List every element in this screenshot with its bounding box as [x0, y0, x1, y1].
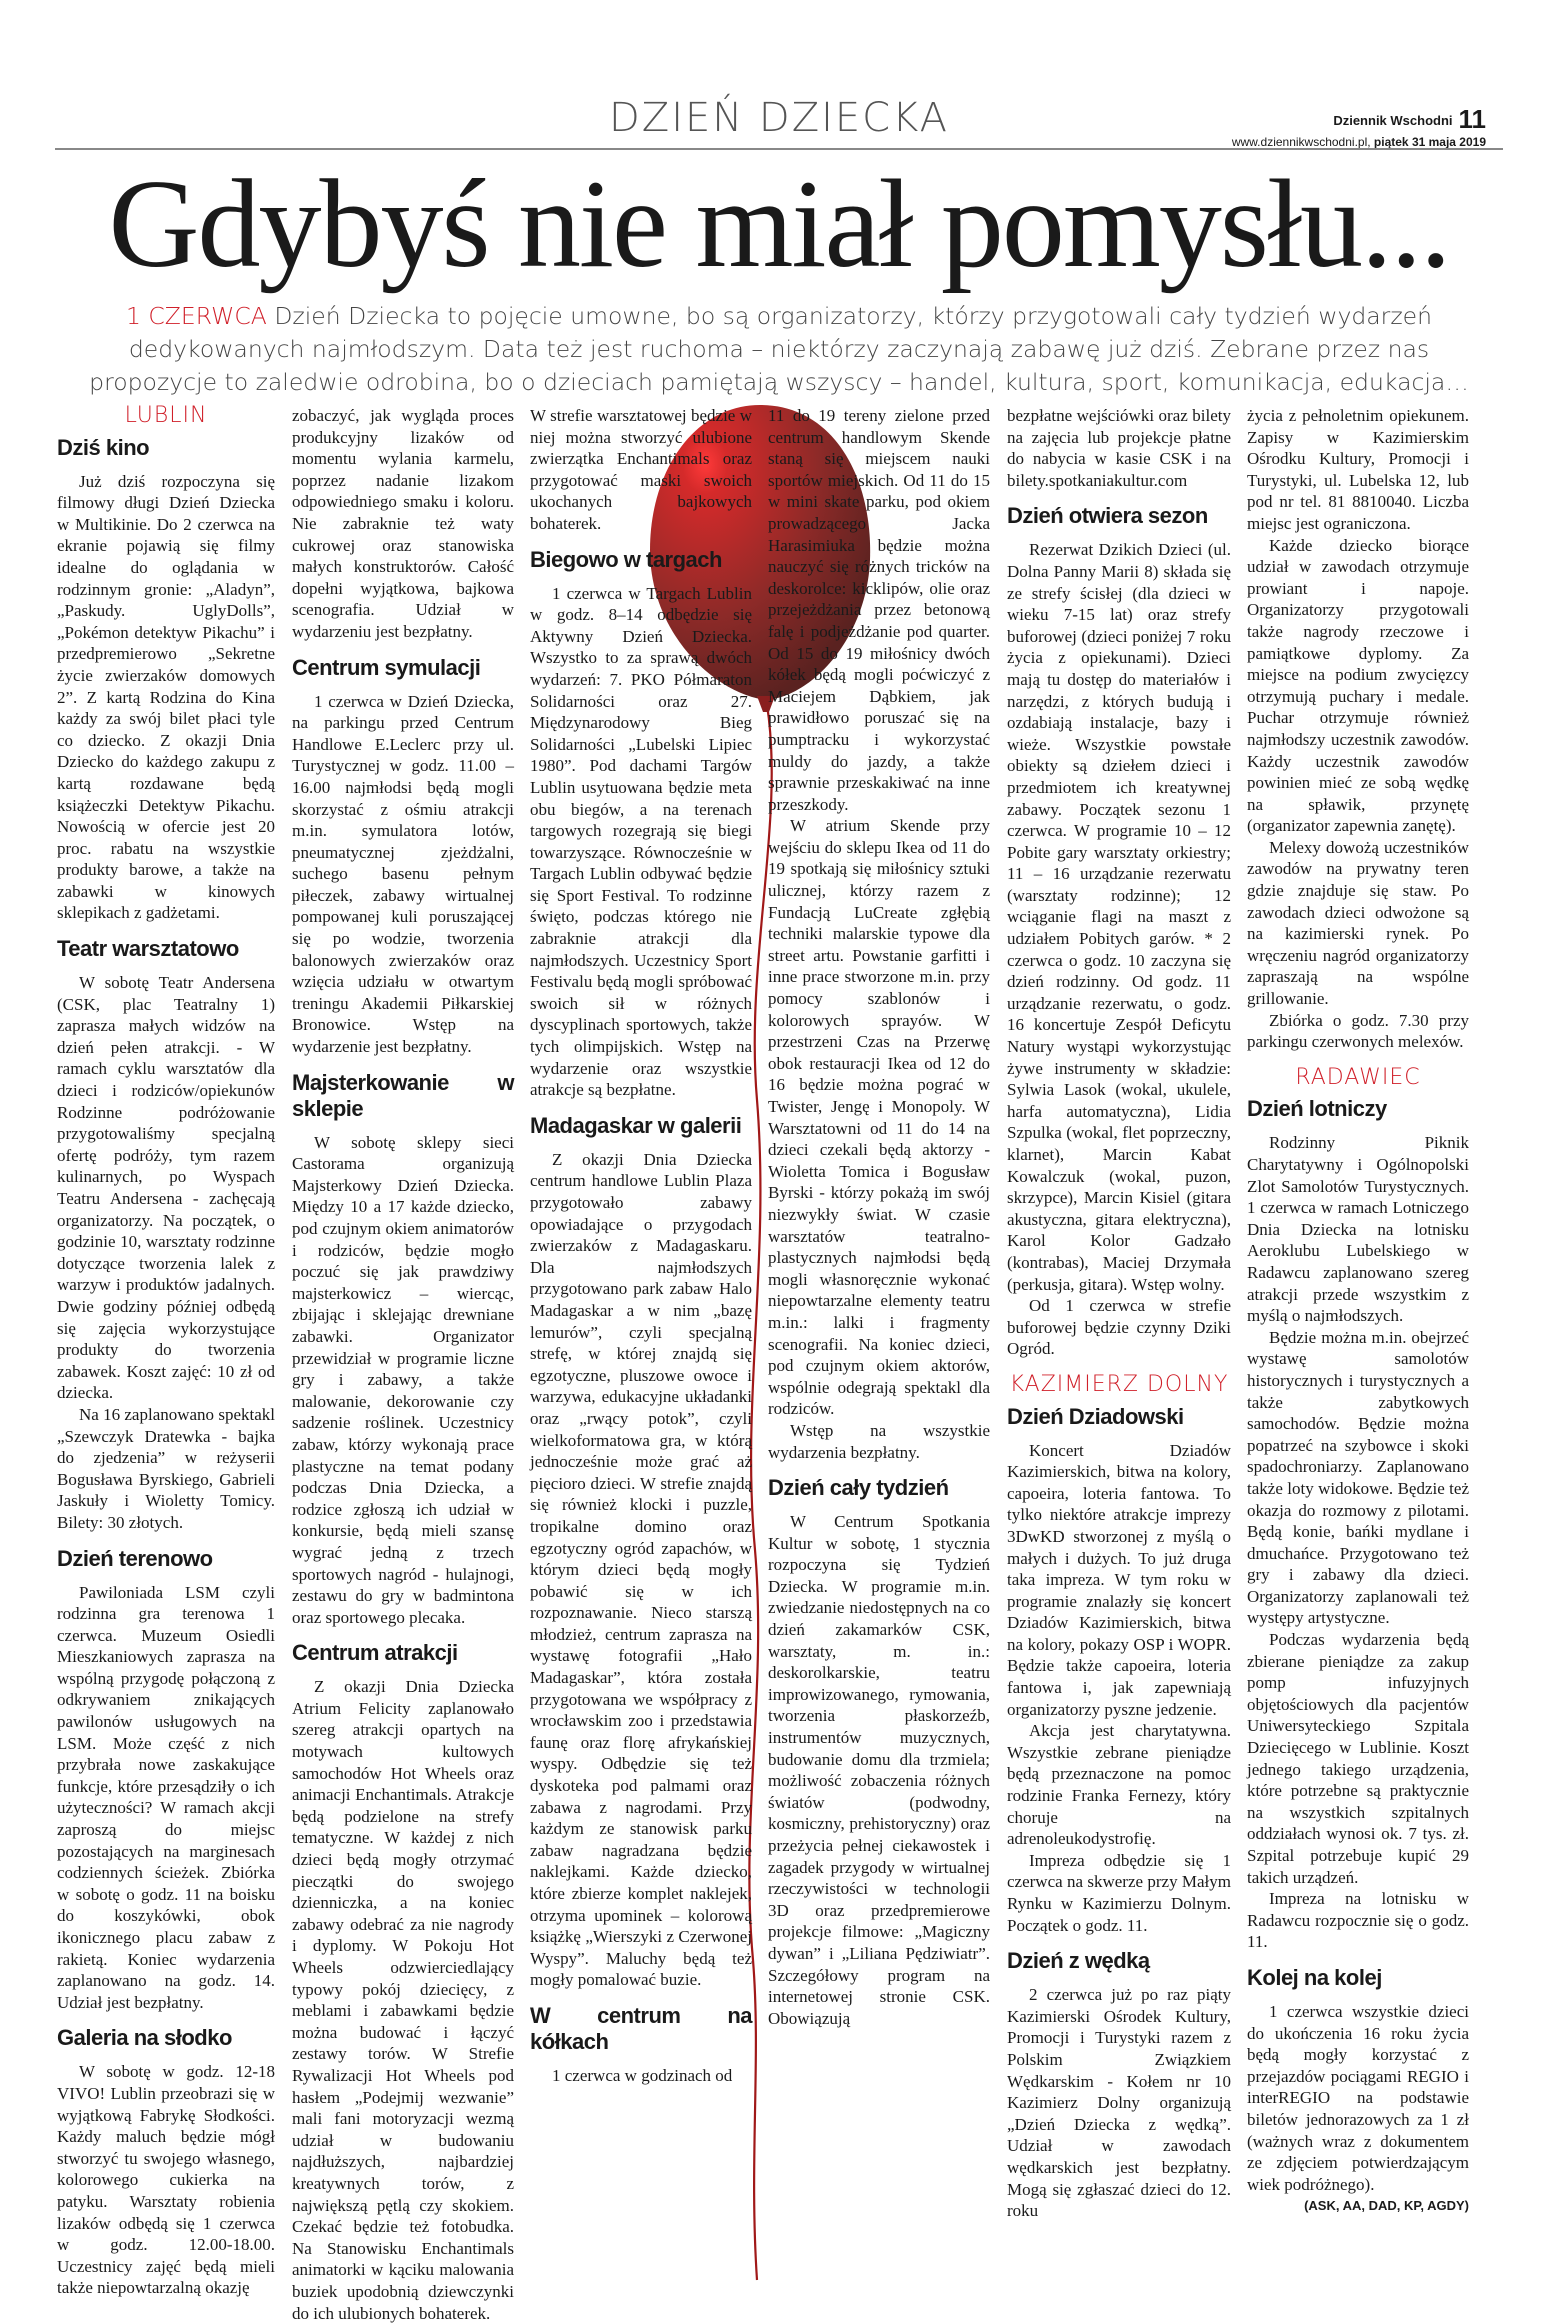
paragraph: Rodzinny Piknik Charytatywny i Ogólnopolski Zlot Samolotów Turystycznych. 1 czerwca w ramach Lotniczego Dnia Dziecka na lotnisku Aeroklubu Lubelskiego w Radawcu zaplanowano szereg atrakcji przede wszystkim z myślą o najmłodszych.	[1247, 1133, 1469, 1326]
headline: Gdybyś nie miał pomysłu...	[108, 155, 1450, 294]
paragraph: W Centrum Spotkania Kultur w sobotę, 1 stycznia rozpoczyna się Tydzień Dziecka. W programie m.in. zwiedzanie niedostępnych na co dzień zakamarków CSK, warsztaty, m. in.: deskorolkarskie, teatru improwizowanego, rymowania, tworzenia płaskorzeźb, instrumentów muzycznych, budowanie domu dla trzmiela; możliwość zobaczenia różnych światów (podwodny, kosmiczny, prehistoryczny) oraz przeżycia pełnej ciekawostek i zagadek przygody w wirtualnej rzeczywistości w technologii 3D oraz przedpremierowe projekcje filmowe: „Magiczny dywan” i „Liliana Pędziwiatr”. Szczegółowy program na internetowej stronie CSK. Obowiązują	[768, 1512, 990, 2028]
subhead-dzien-otwiera-sezon: Dzień otwiera sezon	[1007, 503, 1208, 529]
column-3	[530, 405, 752, 2087]
subhead-biegowo: Biegowo w targach	[530, 546, 722, 572]
paragraph: 1 czerwca w godzinach od	[552, 2065, 733, 2085]
region-kazimierz: KAZIMIERZ DOLNY	[1009, 1371, 1229, 1397]
paragraph: 1 czerwca w Targach Lublin w godz. 8–14 odbędzie się Aktywny Dzień Dziecka. Wszystko to za sprawą dwóch wydarzeń: 7. PKO Półmaraton Solidarności oraz 27. Międzynarodowy Bieg Solidarności „Lubelski Lipiec 1980”. Pod dachami Targów Lublin usytuowana będzie meta obu biegów, a na terenach targowych rozegrają się biegi towarzyszące. Równocześnie w Targach Lublin odbywać będzie się Sport Festival. To rodzinne święto, podczas którego nie zabraknie atrakcji dla najmłodszych. Uczestnicy Sport Festivalu będą mogli spróbować swoich sił w różnych dyscyplinach sportowych, także tych olimpijskich. Wstęp na wydarzenie oraz wszystkie atrakcje są bezpłatne.	[530, 583, 752, 1100]
paragraph: Już dziś rozpoczyna się filmowy długi Dzień Dziecka w Multikinie. Do 2 czerwca na ekranie pojawią się filmy idealne do oglądania w rodzinnym gronie: „Aladyn”, „Paskudy. UglyDolls”, „Pokémon detektyw Pikachu” i przedpremierowo „Sekretne życie zwierzaków domowych 2”. Z kartą Rodzina do Kina każdy za swój bilet płaci tyle co dziecko. Z okazji Dnia Dziecko do każdego zakupu z kartą rozdawane będą książeczki Detektyw Pikachu. Nowością w ofercie jest 20 proc. rabatu na wszystkie produkty barowe, a także na zabawki w kinowych sklepikach z gadżetami.	[57, 471, 275, 923]
paragraph: Z okazji Dnia Dziecka centrum handlowe Lublin Plaza przygotowało zabawy opowiadające o przygodach zwierzaków z Madagaskaru. Dla najmłodszych przygotowano park zabaw Halo Madagaskar a w nim „bazę lemurów”, czyli specjalną strefę, w której znajdą się egzotyczne, pluszowe owoce i warzywa, edukacyjne układanki oraz „rwący potok”, czyli wielkoformatowa gra, w którą jednocześnie może grać aż pięcioro dzieci. W strefie znajdą się również klocki i puzzle, tropikalne domino oraz egzotyczny ogród zapachów, w którym dzieci będą mogły pobawić się w ich rozpoznawanie. Nieco starszą młodzież, centrum zaprasza na wystawę fotografii „Hało Madagaskar”, która została przygotowana we współpracy z wrocławskim zoo i przedstawia faunę oraz florę afrykańskiej wyspy. Odbędzie się też dyskoteka pod palmami oraz zabawa z nagrodami. Przy każdym ze stanowisk parku zabaw nagradzana będzie naklejkami. Każde dziecko, które zbierze komplet naklejek, otrzyma upominek – kolorową książkę „Wierszyki z Czerwonej Wyspy”. Maluchy będą też mogły pomalować buzie.	[530, 1149, 752, 1990]
website-link[interactable]: www.dziennikwschodni.pl	[1231, 135, 1368, 149]
column-4	[768, 405, 990, 2029]
subhead-dzien-caly-tydzien: Dzień cały tydzień	[768, 1475, 949, 1501]
paragraph: Od 1 czerwca w strefie buforowej będzie czynny Dziki Ogród.	[1007, 1296, 1231, 1359]
column-2	[292, 405, 514, 2324]
subhead-centrum-atrakcji: Centrum atrakcji	[292, 1640, 458, 1666]
paragraph: Akcja jest charytatywna. Wszystkie zebrane pieniądze będą przeznaczone na pomoc rodzinie Franka Fernezy, który choruje na adrenoleukodystrofię.	[1007, 1721, 1231, 1849]
paragraph: W sobotę sklepy sieci Castorama organizują Majsterkowy Dzień Dziecka. Między 10 a 17 każde dziecko, pod czujnym okiem animatorów i rodziców, będzie mogło poczuć się jak prawdziwy majsterkowicz – wiercąc, zbijając i sklejając drewniane zabawki. Organizator przewidział w programie liczne gry i zabawy, a także malowanie, dekorowanie czy sadzenie roślinek. Uczestnicy zabaw, którzy wykonają prace plastyczne na temat podany podczas Dnia Dziecka, a rodzice zgłoszą ich udział w konkursie, będą mieli szansę wygrać jedną z trzech sportowych nagród - hulajnogi, zestawu do gry w badmintona oraz sportowego plecaka.	[292, 1132, 514, 1627]
lead-paragraph	[70, 300, 1488, 399]
region-radawiec: RADAWIEC	[1295, 1064, 1421, 1090]
paragraph: Będzie można m.in. obejrzeć wystawę samolotów historycznych i turystycznych a także zabytkowych samochodów. Będzie można popatrzeć na szybowce i skoki spadochroniarzy. Zaplanowano także loty widokowe. Będzie też okazja do rozmowy z pilotami. Będą konie, bańki mydlane i dmuchańce. Przygotowano też gry i zabawy dla dzieci. Organizatorzy zaplanowali też występy artystyczne.	[1247, 1327, 1469, 1628]
paragraph: Koncert Dziadów Kazimierskich, bitwa na kolory, capoeira, loteria fantowa. To tylko niektóre atrakcje imprezy 3DwKD stworzonej z myślą o małych i dużych. To już druga taka impreza. W tym roku w programie znalazły się koncert Dziadów Kazimierskich, bitwa na kolory, pokazy OSP i WOPR. Będzie także capoeira, loteria fantowa i, jak zapewniają organizatorzy pyszne jedzenie.	[1007, 1440, 1231, 1719]
subhead-w-centrum: W centrum na kółkach	[530, 2002, 752, 2054]
column-5	[1007, 405, 1231, 2222]
masthead: Dziennik Wschodni 11 www.dziennikwschodni.pl, piątek 31 maja 2019	[1231, 104, 1486, 149]
paragraph: W sobotę Teatr Andersena (CSK, plac Teatralny 1) zaprasza małych widzów na dzień pełen atrakcji. - W ramach cyklu warsztatów dla dzieci i rodziców/opiekunów Rodzinne podróżowanie przygotowaliśmy specjalną ofertę podróży, tym razem kulinarnych, po Wyspach Teatru Andersena - zachęcają organizatorzy. Na początek, o godzinie 10, warsztaty rodzinne dotyczące tworzenia lalek z warzyw i produktów jadalnych. Dwie godziny później odbędą się zajęcia wykorzystujące produkty do tworzenia zabawek. Koszt zajęć: 10 zł od dziecka.	[57, 973, 275, 1403]
subhead-dzien-terenowo: Dzień terenowo	[57, 1545, 213, 1571]
subhead-majsterkowanie: Majsterkowanie w sklepie	[292, 1069, 514, 1121]
paragraph: zobaczyć, jak wygląda proces produkcyjny lizaków od momentu wylania karmelu, poprzez nadanie lizakom odpowiedniego smaku i koloru. Nie zabraknie też waty cukrowej oraz stanowiska małych konstruktorów. Całość dopełni wyjątkowa, bajkowa scenografia. Udział w wydarzeniu jest bezpłatny.	[292, 406, 514, 641]
subhead-dzien-lotniczy: Dzień lotniczy	[1247, 1096, 1387, 1122]
subhead-madagaskar: Madagaskar w galerii	[530, 1112, 742, 1138]
region-lublin: LUBLIN	[124, 403, 208, 428]
column-1	[57, 405, 275, 2299]
paragraph: W atrium Skende przy wejściu do sklepu Ikea od 11 do 19 spotkają się miłośnicy sztuki ulicznej, którzy razem z Fundacją LuCreate zgłębią techniki malarskie typowe dla street artu. Powstanie garfitti i inne prace stworzone m.in. przy pomocy szablonów i kolorowych sprayów. W przestrzeni Czas na Przerwę obok restauracji Ikea od 12 do 16 będzie można pograć w Twister, Jengę i Monopoly. W Warsztatowni od 11 do 14 na dzieci czekali będą aktorzy - Wioletta Tomica i Bogusław Byrski - którzy pokażą im swój niezwykły świat. W czasie warsztatów teatralno-plastycznych najmłodsi będą mogli własnoręcznie wykonać niepowtarzalne elementy teatru m.in.: lalki i fragmenty scenografii. Na koniec dzieci, pod czujnym okiem aktorów, wspólnie odegrają spektakl dla rodziców.	[768, 816, 990, 1419]
paragraph: bezpłatne wejściówki oraz bilety na zajęcia lub projekcje płatne do nabycia w kasie CSK i na bilety.spotkaniakultur.com	[1007, 406, 1231, 490]
paragraph: Pawiloniada LSM czyli rodzinna gra terenowa 1 czerwca. Muzeum Osiedli Mieszkaniowych zaprasza na wspólną przygodę połączoną z odkrywaniem znikających pawilonów usługowych na LSM. Może część z nich przybrała nowe zaskakujące funkcje, które przesądziły o ich użyteczności? W ramach akcji zaproszą do miejsc pozostających na marginesach codziennych ścieżek. Zbiórka w sobotę o godz. 11 na boisku do koszykówki, obok ikonicznego placu zabaw z rakietą. Koniec wydarzenia zaplanowano na godz. 14. Udział jest bezpłatny.	[57, 1582, 275, 2012]
paragraph: życia z pełnoletnim opiekunem. Zapisy w Kazimierskim Ośrodku Kultury, Promocji i Turystyki, ul. Lubelska 12, lub pod nr tel. 81 8810040. Liczba miejsc jest ograniczona.	[1247, 406, 1469, 533]
paragraph: Z okazji Dnia Dziecka Atrium Felicity zaplanowało szereg atrakcji opartych na motywach kultowych samochodów Hot Wheels oraz animacji Enchantimals. Atrakcje będą podzielone na strefy tematyczne. W każdej z nich dzieci będą mogły otrzymać pieczątki do swojego dzienniczka, a na koniec zabawy odebrać za nie nagrody i dyplomy. W Pokoju Hot Wheels odzwierciedlający typowy pokój dziecięcy, z meblami i zabawkami będzie można budować i łączyć zestawy torów. W Strefie Rywalizacji Hot Wheels pod hasłem „Podejmij wezwanie” mali fani motoryzacji wezmą udział w budowaniu najdłuższych, najbardziej kreatywnych torów, z największą pętlą czy skokiem. Czekać będzie też fotobudka. Na Stanowisku Enchantimals animatorki w kąciku malowania buziek upodobnią dziewczynki do ich ulubionych bohaterek.	[292, 1677, 514, 2323]
paragraph: W sobotę w godz. 12-18 VIVO! Lublin przeobrazi się w wyjątkową Fabrykę Słodkości. Każdy maluch będzie mógł stworzyć tu swojego własnego, kolorowego cukierka na patyku. Warsztaty robienia lizaków odbędą się 1 czerwca w godz. 12.00-18.00. Uczestnicy zajęć będą mieli także niepowtarzalną okazję	[57, 2062, 275, 2298]
paragraph: Podczas wydarzenia będą zbierane pieniądze za zakup pomp infuzyjnych objętościowych dla pacjentów Uniwersyteckiego Szpitala Dziecięcego w Lublinie. Koszt jednego takiego urządzenia, które potrzebne są praktycznie na wszystkich szpitalnych oddziałach wynosi ok. 7 tys. zł. Szpital potrzebuje kupić 29 takich urządzeń.	[1247, 1630, 1469, 1887]
subhead-galeria: Galeria na słodko	[57, 2025, 232, 2051]
author-credits: (ASK, AA, DAD, KP, AGDY)	[1304, 2198, 1469, 2214]
lead-text: Dzień Dziecka to pojęcie umowne, bo są organizatorzy, którzy przygotowali cały tydzień wydarzeń dedykowanych najmłodszym. Data też jest ruchoma – niektórzy zaczynają zabawę już dziś. Zebrane przez nas propozycje to zaledwie odrobina, bo o dzieciach pamiętają wszyscy – handel, kultura, sport, komunikacja, edukacja…	[89, 302, 1469, 396]
page-number: 11	[1458, 104, 1486, 134]
paragraph: Na 16 zaplanowano spektakl „Szewczyk Dratewka - bajka do zjedzenia” w reżyserii Bogusława Byrskiego, Gabrieli Jaskuły i Wioletty Tomicy. Bilety: 30 złotych.	[57, 1404, 275, 1532]
paragraph: Zbiórka o godz. 7.30 przy parkingu czerwonych melexów.	[1247, 1010, 1469, 1052]
paragraph: 11 do 19 tereny zielone przed centrum handlowym Skende staną się miejscem nauki sportów miejskich. Od 11 do 15 w mini skate parku, pod okiem prowadzącego Jacka Harasimiuka będzie można nauczyć się różnych tricków na deskorolce: kicklipów, olie oraz przejeżdżania przez betonową falę i podjeżdżanie pod quarter. Od 15 do 19 miłośnicy dwóch kółek będą mogli poćwiczyć z Maciejem Dąbkiem, jak prawidłowo poruszać się na pumptracku i wykorzystać muldy do jazdy, a także sprawnie przeskakiwać na inne przeszkody.	[768, 406, 990, 814]
subhead-dzien-dziadowski: Dzień Dziadowski	[1007, 1403, 1184, 1429]
paragraph: Melexy dowożą uczestników zawodów na prywatny teren gdzie znajduje się staw. Po zawodach dzieci odwożone są na kazimierski rynek. Po wręczeniu nagród organizatorzy zapraszają na wspólne grillowanie.	[1247, 837, 1469, 1009]
paragraph: W strefie warsztatowej będzie w niej można stworzyć ulubione zwierzątka Enchantimals oraz przygotować maski swoich ukochanych bajkowych bohaterek.	[530, 406, 752, 533]
paragraph: 1 czerwca wszystkie dzieci do ukończenia 16 roku życia będą mogły korzystać z przejazdów pociągami REGIO i interREGIO na podstawie biletów jednorazowych za 1 zł (ważnych wraz z dokumentem ze zdjęciem potwierdzającym wiek podróżnego).	[1247, 2001, 1469, 2194]
header-rule	[55, 148, 1503, 150]
subhead-dzis-kino: Dziś kino	[57, 434, 150, 460]
lead-tag: 1 CZERWCA	[125, 302, 267, 330]
paragraph: Impreza na lotnisku w Radawcu rozpocznie się o godz. 11.	[1247, 1889, 1469, 1952]
subhead-centrum-symulacji: Centrum symulacji	[292, 654, 481, 680]
paragraph: 1 czerwca w Dzień Dziecka, na parkingu przed Centrum Handlowe E.Leclerc przy ul. Turystycznej w godz. 11.00 – 16.00 najmłodsi będą mogli skorzystać z ośmiu atrakcji m.in. symulatora lotów, pneumatycznej zjeżdżalni, suchego basenu pełnym piłeczek, zabawy wirtualnej pompowanej kuli poruszającej się po wodzie, tworzenia balonowych zwierzaków oraz wzięcia udziału w otwartym treningu Akademii Piłkarskiej Bronowice. Wstęp na wydarzenie jest bezpłatny.	[292, 691, 514, 1057]
paragraph: Wstęp na wszystkie wydarzenia bezpłatny.	[768, 1420, 990, 1462]
paragraph: Impreza odbędzie się 1 czerwca na skwerze przy Małym Rynku w Kazimierzu Dolnym. Początek o godz. 11.	[1007, 1850, 1231, 1935]
section-label: DZIEŃ DZIECKA	[608, 95, 949, 141]
paper-name: Dziennik Wschodni	[1333, 113, 1453, 128]
column-6	[1247, 405, 1469, 2217]
paragraph: Każde dziecko biorące udział w zawodach otrzymuje prowiant i napoje. Organizatorzy przygotowali także nagrody rzeczowe i pamiątkowe dyplomy. Za miejsce na podium zwycięzcy otrzymują puchary i medale. Puchar otrzymuje również najmłodszy uczestnik zawodów. Każdy uczestnik zawodów powinien mieć ze sobą wędkę na spławik, przynętę (organizator zapewnia zanętę).	[1247, 535, 1469, 836]
paragraph: 2 czerwca już po raz piąty Kazimierski Ośrodek Kultury, Promocji i Turystyki razem z Polskim Związkiem Wędkarskim - Kołem nr 10 Kazimierz Dolny organizują „Dzień Dziecka z wędką”. Udział w zawodach wędkarskich jest bezpłatny. Mogą się zgłaszać dzieci do 12. roku	[1007, 1985, 1231, 2221]
subhead-kolej-na-kolej: Kolej na kolej	[1247, 1964, 1382, 1990]
issue-date: piątek 31 maja 2019	[1373, 135, 1486, 149]
paragraph: Rezerwat Dzikich Dzieci (ul. Dolna Panny Marii 8) składa się ze strefy ścisłej (dla dzieci w wieku 7-15 lat) oraz strefy buforowej (dzieci poniżej 7 roku życia z opiekunami). Dzieci mają tu dostęp do materiałów i narzędzi, z których budują i ozdabiają instalacje, bazy i wieże. Wszystkie powstałe obiekty są dziełem dzieci i przedmiotem ich kreatywnej zabawy. Początek sezonu 1 czerwca. W programie 10 – 12 Pobite gary warsztaty orkiestry; 11 – 16 urządzanie rezerwatu (warsztaty rodzinne); 12 wciąganie flagi na maszt z udziałem Pobitych garów. * 2 czerwca o godz. 10 zaczyna się dzień rodzinny. Od godz. 11 urządzanie rezerwatu, o godz. 16 koncertuje Zespół Deficytu Natury wystąpi wykorzystując żywe instrumenty w składzie: Sylwia Lasok (wokal, ukulele, harfa automatyczna), Lidia Szpulka (wokal, flet poprzeczny, klarnet), Marcin Kabat Kowalczuk (wokal, puzon, skrzypce), Marcin Kisiel (gitara akustyczna, gitara elektryczna), Karol Kolor Gadzało (kontrabas), Maciej Drzymała (perkusja, gitara). Wstęp wolny.	[1007, 540, 1231, 1294]
subhead-dzien-z-wedka: Dzień z wędką	[1007, 1948, 1150, 1974]
subhead-teatr: Teatr warsztatowo	[57, 936, 239, 962]
